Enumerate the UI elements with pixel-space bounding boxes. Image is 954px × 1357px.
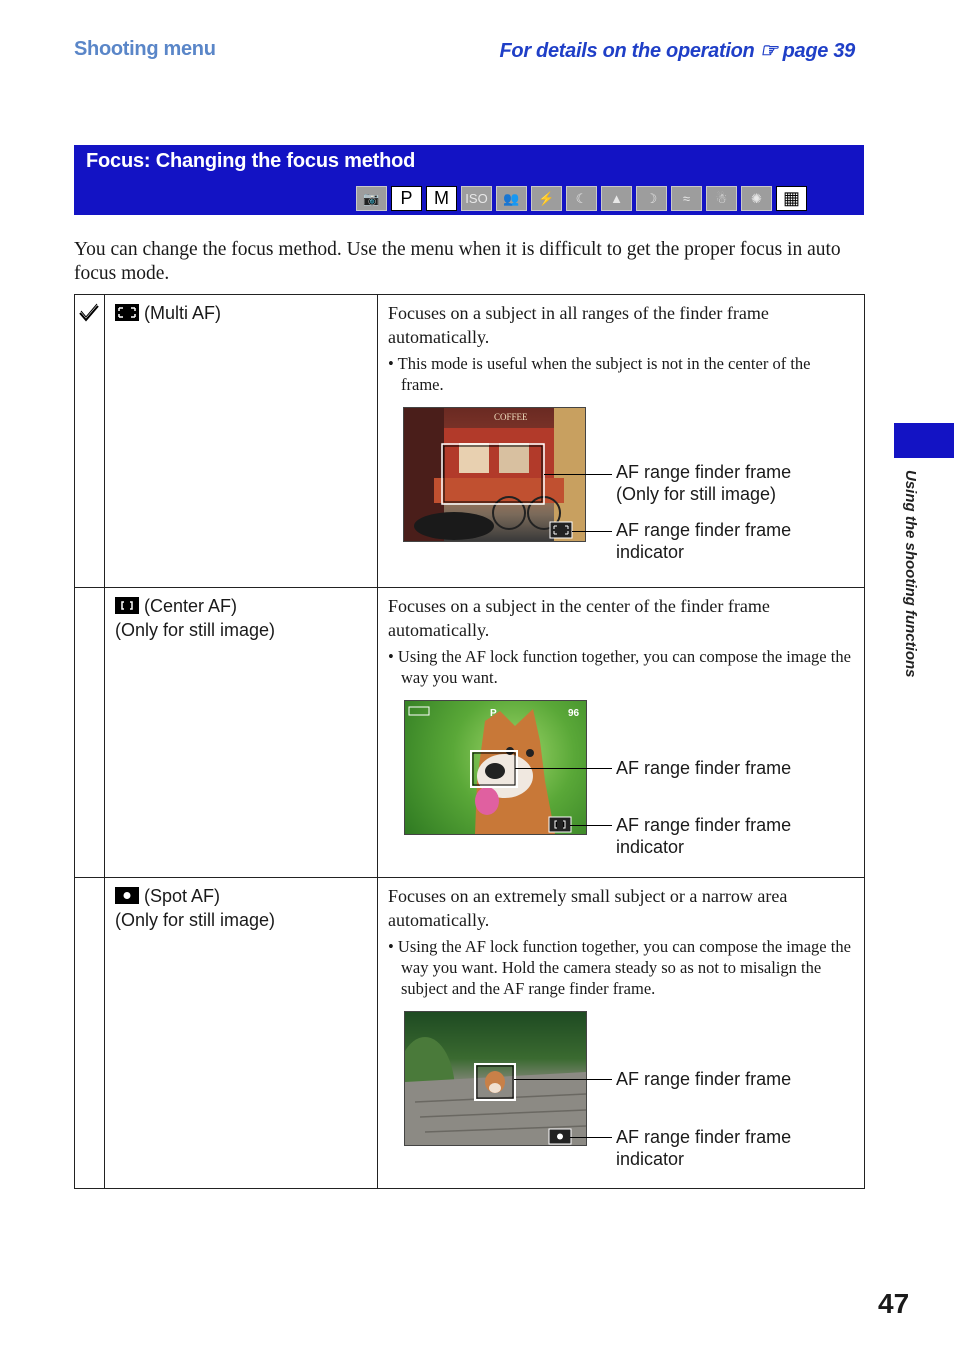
- fireworks-icon: ✺: [741, 186, 772, 211]
- default-mark-cell: [75, 588, 105, 878]
- figure: [388, 407, 854, 562]
- center-af-icon: [115, 597, 139, 614]
- svg-text:P: P: [490, 708, 497, 719]
- side-tab: [894, 423, 954, 458]
- figure: [388, 1011, 854, 1169]
- callout-indicator: AF range finder frame indicator: [616, 815, 792, 857]
- checkmark-icon: [75, 295, 104, 335]
- leader-line: [515, 768, 612, 769]
- details-link[interactable]: [499, 38, 855, 63]
- leader-line: [570, 1137, 612, 1138]
- details-page: page 39: [782, 40, 855, 62]
- callout-frame: AF range finder frame: [616, 758, 792, 778]
- snow-icon: ☃: [706, 186, 737, 211]
- page-number: 47: [878, 1288, 910, 1319]
- focus-mode-table: [74, 294, 865, 1189]
- landscape-icon: ▲: [601, 186, 632, 211]
- callout-frame: AF range finder frame: [616, 1069, 792, 1089]
- details-prefix: For details on the operation: [499, 40, 755, 62]
- high-sensitivity-icon: ISO: [461, 186, 492, 211]
- title-bar: [74, 145, 864, 215]
- mode-label: (Spot AF): [144, 886, 221, 906]
- mode-icons: [356, 186, 807, 211]
- default-mark-cell: [75, 878, 105, 1189]
- leader-line: [514, 1079, 612, 1080]
- description: Focuses on an extremely small subject or a narrow area automatically.: [388, 886, 788, 930]
- mode-cell: [105, 295, 378, 588]
- default-mark-cell: [75, 295, 105, 588]
- soft-snap-icon: 👥: [496, 186, 527, 211]
- program-mode-icon: P: [391, 186, 422, 211]
- multi-af-icon: [115, 304, 139, 321]
- mode-label: (Center AF): [144, 596, 238, 616]
- description: Focuses on a subject in the center of the finder frame automatically.: [388, 596, 770, 640]
- description-cell: [378, 588, 865, 878]
- svg-text:96: 96: [568, 708, 580, 719]
- page-title: Focus: Changing the focus method: [86, 150, 416, 172]
- spot-af-icon: [115, 887, 139, 904]
- mode-cell: [105, 878, 378, 1189]
- bullet-note: • Using the AF lock function together, you can compose the image the way you want.: [388, 647, 851, 687]
- leader-line: [570, 825, 612, 826]
- bullet-note: • Using the AF lock function together, you can compose the image the way you want. Hold the camera steady so as not to misalign the subject and the AF range finder frame.: [388, 937, 851, 998]
- callout-frame: AF range finder frame (Only for still image): [616, 462, 792, 504]
- side-tab-label: Using the shooting functions: [902, 470, 919, 678]
- twilight-icon: ☽: [636, 186, 667, 211]
- callout-indicator: AF range finder frame indicator: [616, 520, 792, 562]
- movie-mode-icon: ▦: [776, 186, 807, 211]
- description: Focuses on a subject in all ranges of the finder frame automatically.: [388, 303, 769, 347]
- callout-indicator: AF range finder frame indicator: [616, 1127, 792, 1169]
- mode-cell: [105, 588, 378, 878]
- pointing-hand-icon: ☞: [759, 40, 778, 62]
- table-row: [75, 295, 865, 588]
- sport-mode-icon: ⚡: [531, 186, 562, 211]
- table-row: [75, 588, 865, 878]
- cafe-sign: COFFEE: [494, 412, 528, 422]
- table-row: [75, 878, 865, 1189]
- intro-text: You can change the focus method. Use the menu when it is difficult to get the proper focus in auto focus mode.: [74, 239, 841, 284]
- description-cell: [378, 878, 865, 1189]
- leader-line: [572, 531, 612, 532]
- manual-mode-icon: M: [426, 186, 457, 211]
- auto-camera-icon: 📷: [356, 186, 387, 211]
- bullet-note: • This mode is useful when the subject is not in the center of the frame.: [388, 354, 811, 394]
- section-header: Shooting menu: [74, 38, 216, 60]
- leader-line: [544, 474, 612, 475]
- mode-label: (Multi AF): [144, 303, 222, 323]
- twilight-portrait-icon: ☾: [566, 186, 597, 211]
- description-cell: [378, 295, 865, 588]
- beach-icon: ≈: [671, 186, 702, 211]
- mode-sublabel: (Only for still image): [115, 620, 276, 640]
- mode-sublabel: (Only for still image): [115, 910, 276, 930]
- figure: [388, 700, 854, 857]
